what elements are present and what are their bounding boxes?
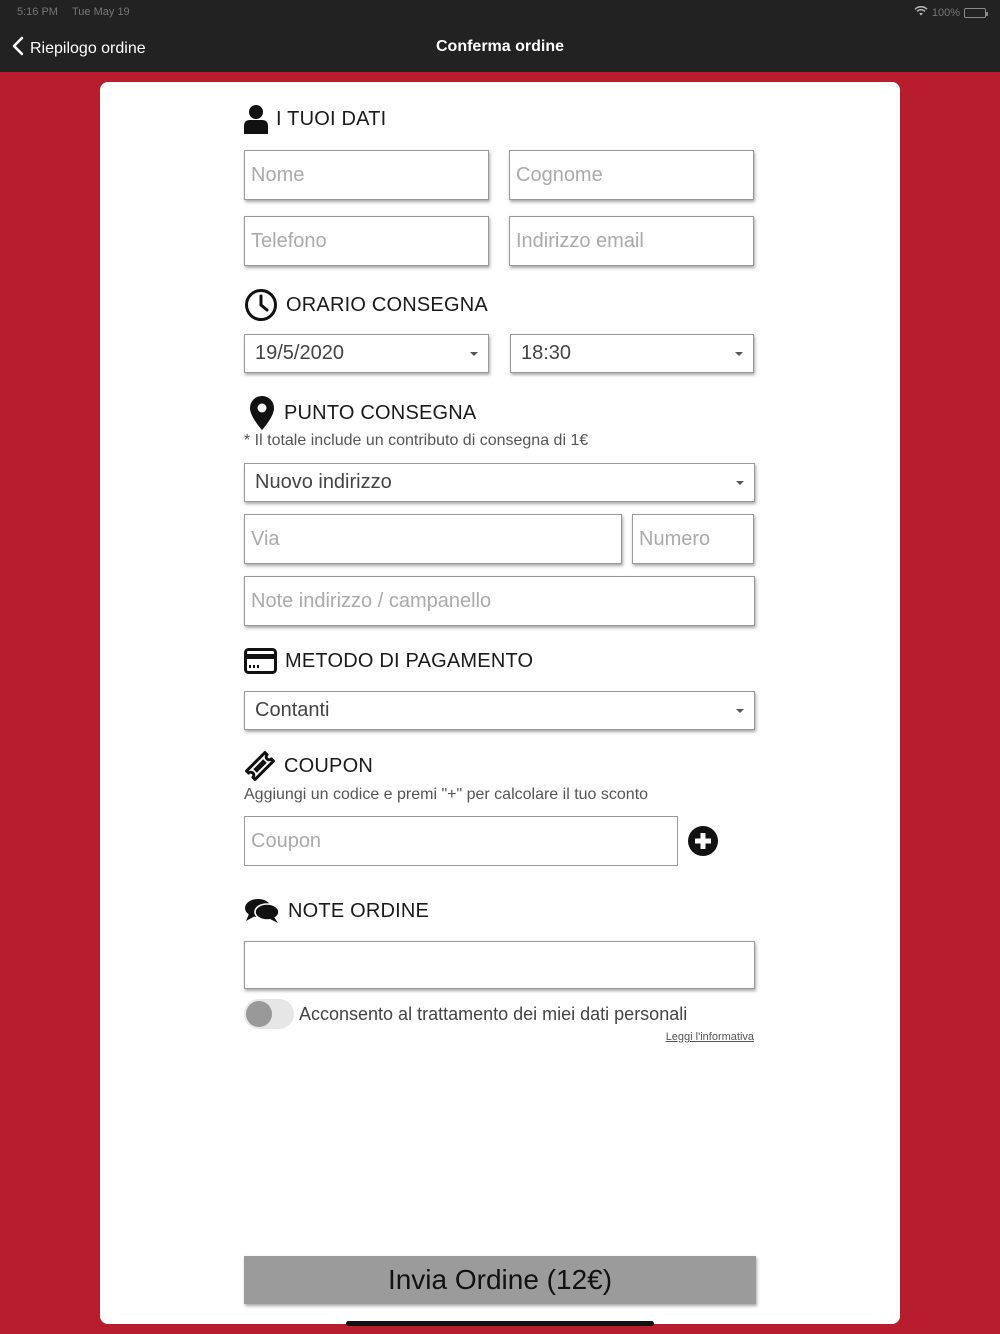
chevron-down-icon: [470, 352, 478, 356]
submit-order-button[interactable]: [244, 1256, 756, 1304]
chat-bubbles-icon: [244, 898, 280, 924]
chevron-down-icon: [736, 481, 744, 485]
wifi-icon: [914, 6, 928, 19]
phone-field[interactable]: [244, 216, 489, 266]
first-name-input[interactable]: [251, 151, 488, 199]
delivery-time-select[interactable]: [510, 334, 754, 373]
section-title-label: COUPON: [284, 754, 373, 777]
order-notes-field[interactable]: [244, 941, 755, 989]
last-name-input[interactable]: [516, 151, 753, 199]
location-pin-icon: [248, 396, 276, 430]
last-name-field[interactable]: [509, 150, 754, 200]
delivery-time-value: 18:30: [521, 342, 572, 364]
street-number-field[interactable]: [632, 514, 754, 564]
coupon-hint: Aggiungi un codice e premi "+" per calcolare il tuo sconto: [244, 786, 649, 803]
address-select[interactable]: [244, 463, 755, 502]
order-notes-input[interactable]: [251, 942, 754, 988]
address-notes-input[interactable]: [251, 577, 754, 625]
back-button-label: Riepilogo ordine: [30, 39, 146, 57]
section-payment-method: [244, 648, 533, 674]
navigation-bar: [0, 24, 1000, 72]
status-right: [914, 6, 986, 19]
page-title: Conferma ordine: [435, 38, 564, 55]
battery-icon: [964, 8, 986, 18]
status-bar: [0, 0, 1000, 24]
clock-icon: [244, 288, 278, 322]
section-delivery-time: [244, 288, 488, 322]
delivery-date-select[interactable]: [244, 334, 489, 373]
section-title-label: PUNTO CONSEGNA: [284, 401, 477, 424]
status-time: 5:16 PM: [17, 6, 58, 18]
section-order-notes: [244, 898, 429, 924]
first-name-field[interactable]: [244, 150, 489, 200]
email-input[interactable]: [516, 217, 753, 265]
credit-card-icon: [244, 648, 277, 674]
user-icon: [244, 104, 268, 134]
payment-method-select[interactable]: [244, 691, 755, 730]
section-title-label: I TUOI DATI: [276, 107, 387, 130]
address-select-value: Nuovo indirizzo: [255, 471, 392, 493]
submit-order-label: Invia Ordine (12€): [387, 1264, 613, 1295]
section-title-label: NOTE ORDINE: [288, 899, 430, 922]
consent-label: Acconsento al trattamento dei miei dati personali: [299, 1004, 688, 1024]
street-input[interactable]: [251, 515, 621, 563]
consent-toggle[interactable]: [244, 999, 294, 1029]
section-coupon: [244, 750, 373, 782]
address-notes-field[interactable]: [244, 576, 755, 626]
plus-circle-icon: [688, 843, 718, 860]
email-field[interactable]: [509, 216, 754, 266]
delivery-date-value: 19/5/2020: [255, 342, 344, 364]
battery-percent: 100%: [931, 6, 960, 19]
status-date: Tue May 19: [72, 6, 130, 18]
toggle-knob: [246, 1001, 272, 1027]
coupon-input[interactable]: [251, 817, 677, 865]
section-personal-data: [244, 104, 386, 134]
add-coupon-button[interactable]: [688, 826, 718, 856]
delivery-fee-note: * Il totale include un contributo di consegna di 1€: [244, 432, 589, 449]
street-field[interactable]: [244, 514, 622, 564]
phone-input[interactable]: [251, 217, 488, 265]
section-title-label: METODO DI PAGAMENTO: [285, 649, 534, 672]
payment-method-value: Contanti: [255, 699, 330, 721]
home-indicator: [346, 1321, 654, 1326]
privacy-policy-link[interactable]: Leggi l'informativa: [665, 1031, 754, 1043]
coupon-field[interactable]: [244, 816, 678, 866]
ticket-icon: [244, 750, 276, 782]
section-title-label: ORARIO CONSEGNA: [286, 293, 488, 316]
chevron-down-icon: [735, 352, 743, 356]
street-number-input[interactable]: [639, 515, 753, 563]
section-delivery-point: [248, 396, 476, 430]
chevron-down-icon: [736, 709, 744, 713]
